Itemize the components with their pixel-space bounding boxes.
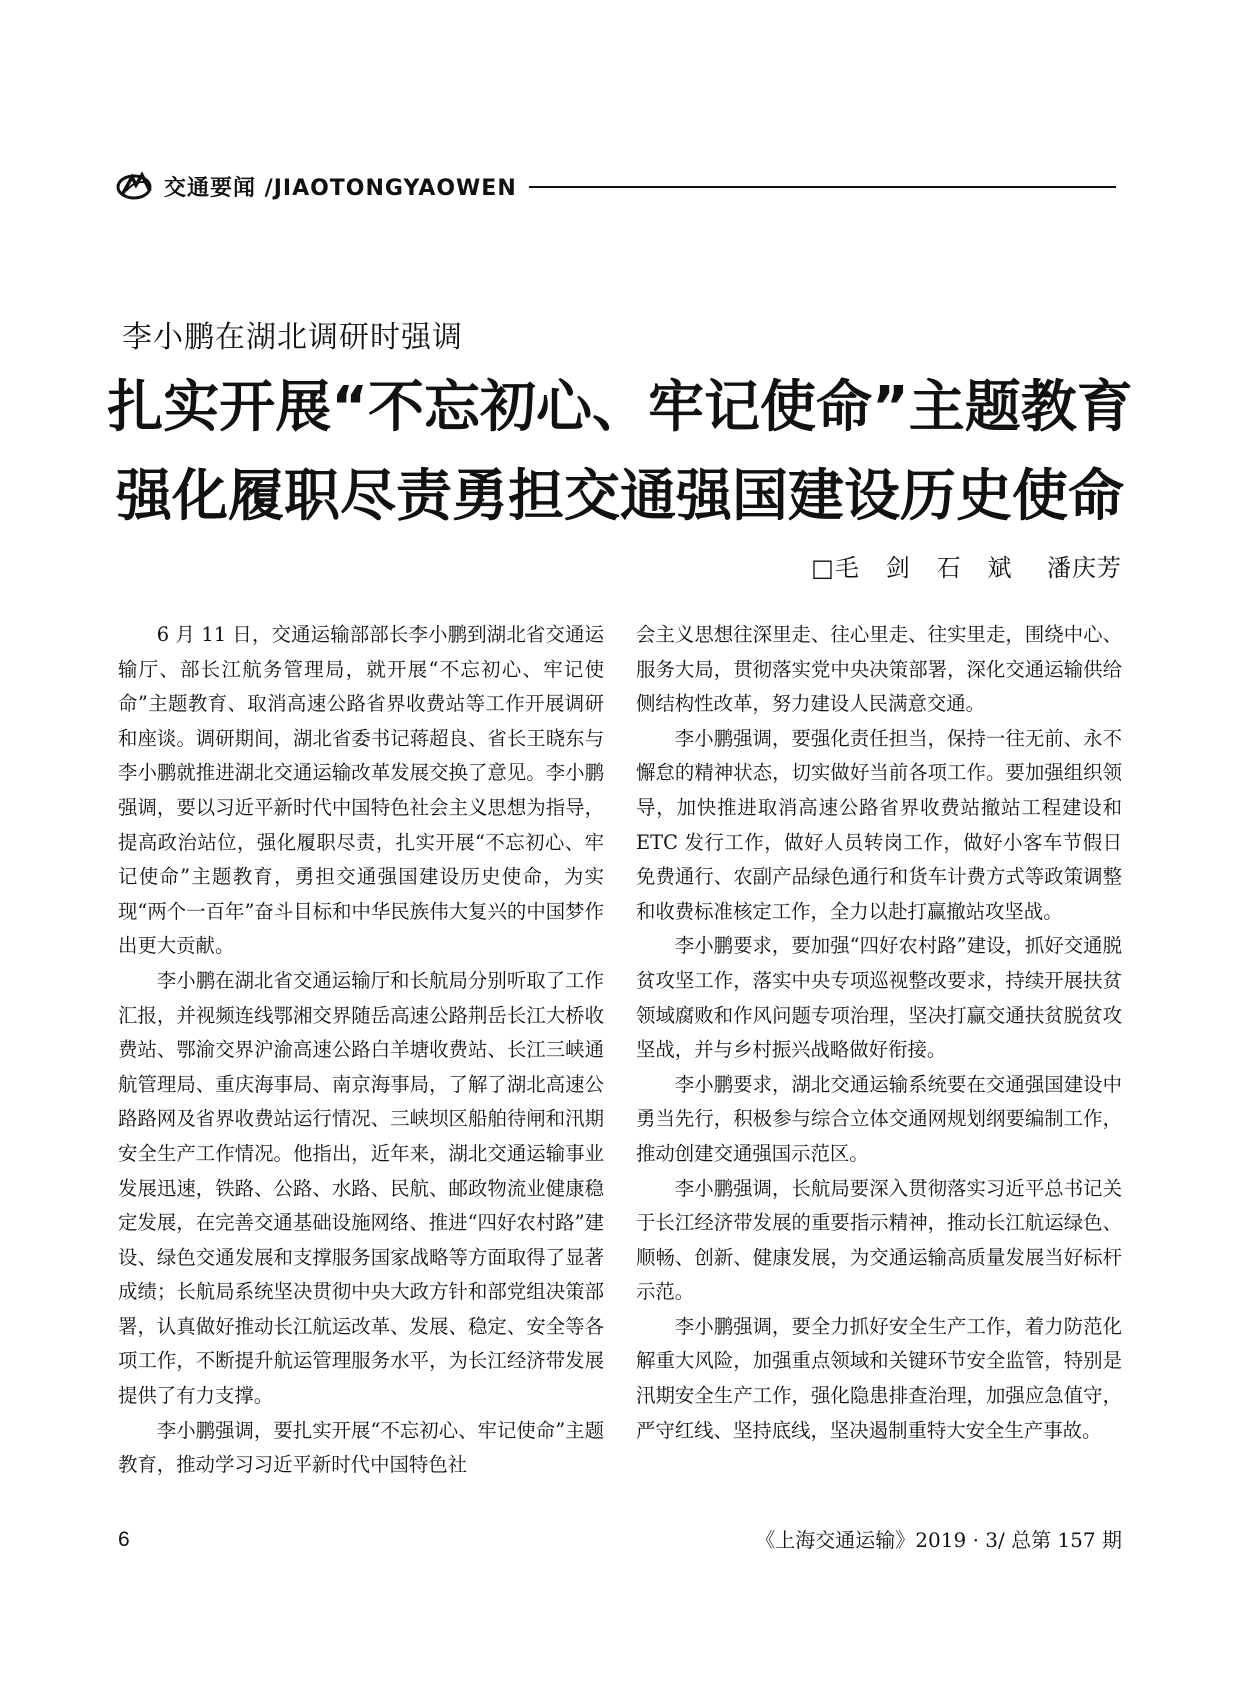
article-subtitle: 李小鹏在湖北调研时强调 <box>122 320 463 355</box>
left-column <box>118 618 604 1483</box>
section-title: 交通要闻 /JIAOTONGYAOWEN <box>164 175 517 201</box>
paragraph: 李小鹏强调，要全力抓好安全生产工作，着力防范化解重大风险，加强重点领域和关键环节安全监管，特别是汛期安全生产工作，强化隐患排查治理，加强应急值守，严守红线、坚持底线，坚决遏制重特大安全生产事故。 <box>636 1314 1122 1442</box>
paragraph: 李小鹏要求，要加强“四好农村路”建设，抓好交通脱贫攻坚工作，落实中央专项巡视整改要求，持续开展扶贫领域腐败和作风问题专项治理，坚决打赢交通扶贫脱贫攻坚战，并与乡村振兴战略做好衔接。 <box>636 934 1122 1062</box>
paragraph: 李小鹏强调，要扎实开展“不忘初心、牢记使命”主题教育，推动学习习近平新时代中国特色社 <box>118 1418 604 1477</box>
paragraph: 李小鹏强调，长航局要深入贯彻落实习近平总书记关于长江经济带发展的重要指示精神，推动长江航运绿色、顺畅、创新、健康发展，为交通运输高质量发展当好标杆示范。 <box>636 1176 1122 1304</box>
page-number: 6 <box>118 1528 130 1551</box>
paragraph: 李小鹏强调，要强化责任担当，保持一往无前、永不懈怠的精神状态，切实做好当前各项工作。要加强组织领导，加快推进取消高速公路省界收费站撤站工程建设和 ETC 发行工作，做好人员转岗工作，做好小客车节假日免费通行、农副产品绿色通行和货车计费方式等政策调整和收费标准核定工作，全力以赴打赢撤站攻坚战。 <box>636 726 1122 923</box>
paragraph: 李小鹏在湖北省交通运输厅和长航局分别听取了工作汇报，并视频连线鄂湘交界随岳高速公路荆岳长江大桥收费站、鄂渝交界沪渝高速公路白羊塘收费站、长江三峡通航管理局、重庆海事局、南京海事局，了解了湖北高速公路路网及省界收费站运行情况、三峡坝区船舶待闸和汛期安全生产工作情况。他指出，近年来，湖北交通运输事业发展迅速，铁路、公路、水路、民航、邮政物流业健康稳定发展，在完善交通基础设施网络、推进“四好农村路”建设、绿色交通发展和支撑服务国家战略等方面取得了显著成绩；长航局系统坚决贯彻中央大政方针和部党组决策部署，认真做好推动长江航运改革、发展、稳定、安全等各项工作，不断提升航运管理服务水平，为长江经济带发展提供了有力支撑。 <box>118 968 604 1408</box>
header-rule <box>529 186 1116 188</box>
paragraph: 6 月 11 日，交通运输部部长李小鹏到湖北省交通运输厅、部长江航务管理局，就开展“不忘初心、牢记使命”主题教育、取消高速公路省界收费站等工作开展调研和座谈。调研期间，湖北省委书记蒋超良、省长王晓东与李小鹏就推进湖北交通运输改革发展交换了意见。李小鹏强调，要以习近平新时代中国特色社会主义思想为指导，提高政治站位，强化履职尽责，扎实开展“不忘初心、牢记使命”主题教育，勇担交通强国建设历史使命，为实现“两个一百年”奋斗目标和中华民族伟大复兴的中国梦作出更大贡献。 <box>118 623 604 958</box>
article-title-line-2: 强化履职尽责勇担交通强国建设历史使命 <box>116 464 1124 529</box>
journal-info: 《上海交通运输》2019 · 3/ 总第 157 期 <box>755 1528 1122 1552</box>
article-authors: □毛 剑 石 斌 潘庆芳 <box>811 554 1122 582</box>
section-header <box>116 166 1116 206</box>
paragraph: 会主义思想往深里走、往心里走、往实里走，围绕中心、服务大局，贯彻落实党中央决策部署，深化交通运输供给侧结构性改革，努力建设人民满意交通。 <box>636 623 1122 716</box>
paragraph: 李小鹏要求，湖北交通运输系统要在交通强国建设中勇当先行，积极参与综合立体交通网规划纲要编制工作，推动创建交通强国示范区。 <box>636 1072 1122 1165</box>
right-column <box>636 618 1122 1448</box>
article-title-line-1: 扎实开展“不忘初心、牢记使命”主题教育 <box>107 375 1133 440</box>
magazine-logo-icon <box>116 171 156 201</box>
